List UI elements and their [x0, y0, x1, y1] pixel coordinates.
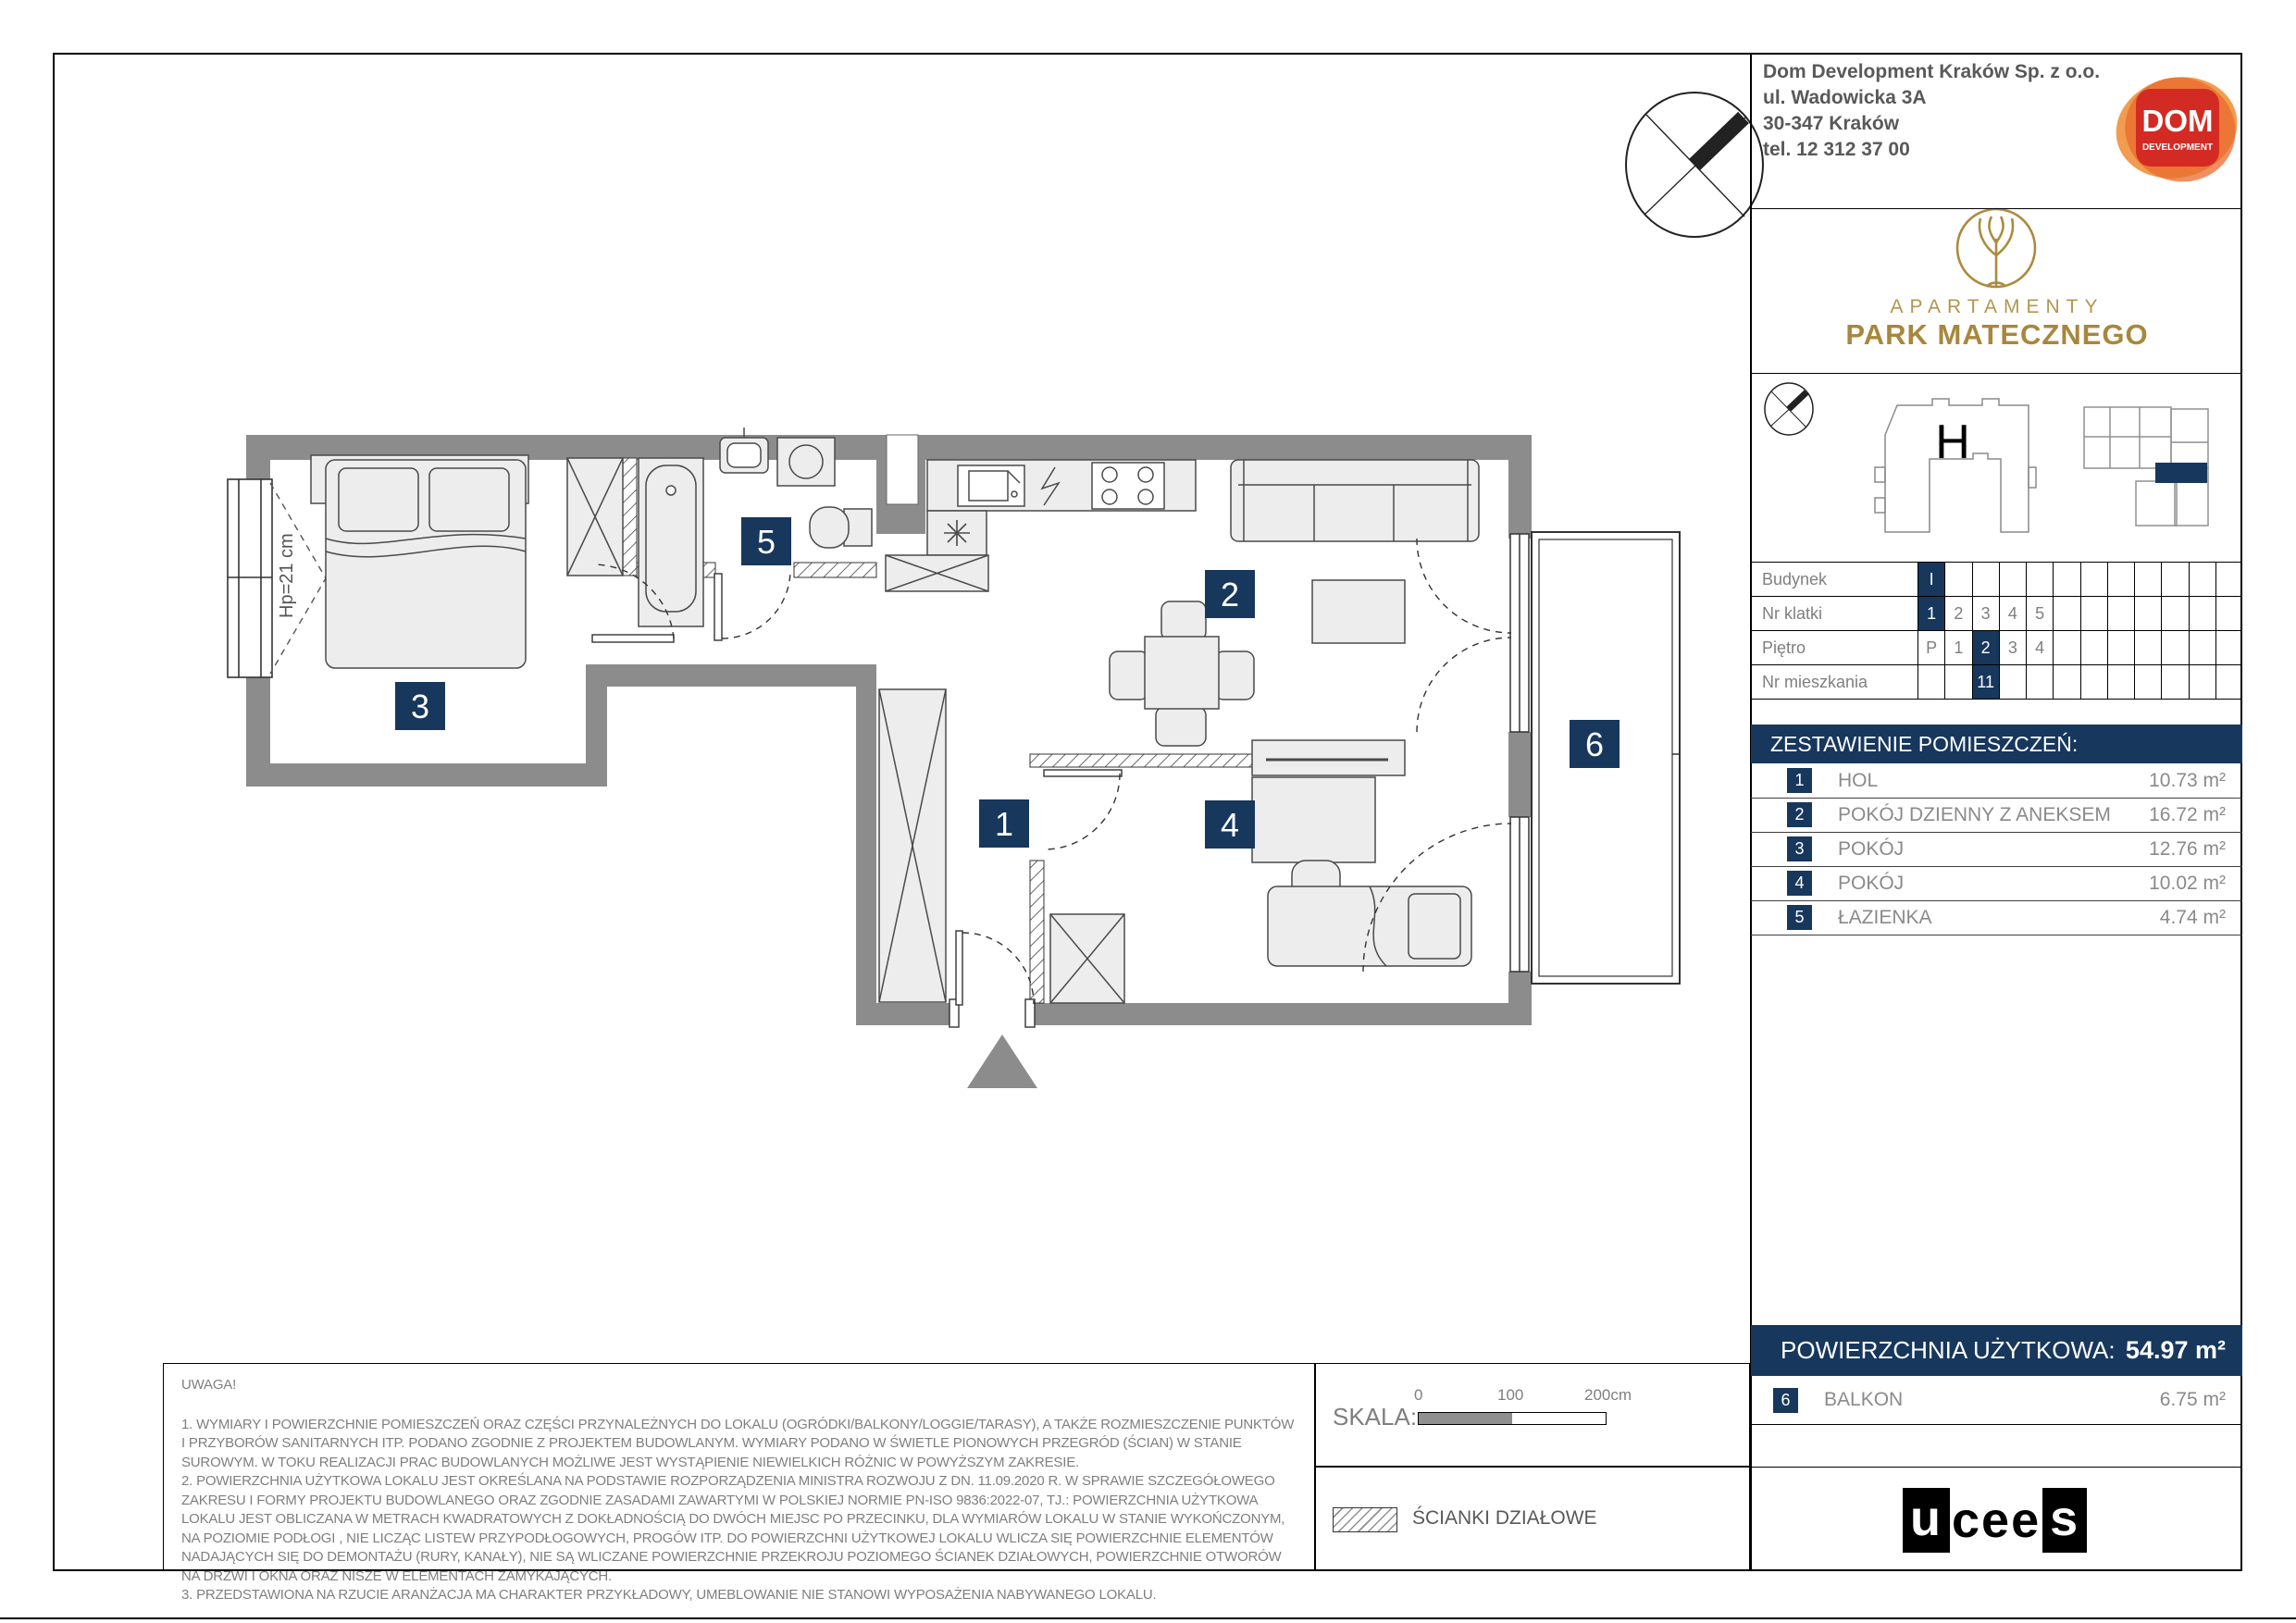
note-2: 2. POWIERZCHNIA UŻYTKOWA LOKALU JEST OKREŚLANA NA PODSTAWIE ROZPORZĄDZENIA MINISTRA ROZWOJU Z DN. 11.09.2020 R. W SPRAWIE SZCZEGÓŁOWEGO ZAKRESU I FORMY PROJEKTU BUDOWLANEGO ORAZ ZGODNIE ZASADAMI ZAWARTYMI W POLSKIEJ NORMIE PN-ISO 9836:2022-07, TJ.: POWIERZCHNIA UŻYTKOWA LOKALU JEST OBLICZANA W METRACH KWADRATOWYCH Z DOKŁADNOŚCIĄ DO DWÓCH MIEJSC PO PRZECINKU, DLA WYMIARÓW LOKALU W STANIE WYKOŃCZONYM, NA POZIOMIE PODŁOGI , NIE LICZĄC LISTEW PRZYPODŁOGOWYCH, PROGÓW ITP. DO POWIERZCHNI UŻYTKOWEJ LOKALU WLICZA SIĘ POWIERZCHNIE ELEMENTÓW NADAJĄCYCH SIĘ DO DEMONTAŻU (RURY, KANAŁY), NIE SĄ WLICZANE POWIERZCHNIE PRZEKROJU POZIOMEGO ŚCIANEK DZIAŁOWYCH, POWIERZCHNIE OTWORÓW NA DRZWI I OKNA ORAZ NISZE W ELEMENTACH ZAMYKAJĄCYCH.	[181, 1473, 1285, 1584]
room-name: POKÓJ DZIENNY Z ANEKSEM	[1838, 803, 2111, 825]
unit-table-cell	[2107, 631, 2134, 664]
room-area: 10.73 m²	[2149, 769, 2226, 791]
unit-table-cell	[2026, 563, 2053, 596]
badge-bedroom4: 4	[1220, 806, 1240, 844]
unit-table-cell	[2053, 631, 2079, 664]
room-number-badge: 5	[1787, 905, 1812, 930]
unit-table-cell	[2189, 597, 2215, 630]
note-1: 1. WYMIARY I POWIERZCHNIE POMIESZCZEŃ ORAZ CZĘŚCI PRZYNALEŻNYCH DO LOKALU (OGRÓDKI/BALKONY/LOGGIE/TARASY), A TAKŻE ROZMIESZCZENIE PUNKTÓW I PRZYBORÓW SANITARNYCH ITP. PODANO ZGODNIE Z PROJEKTEM BUDOWLANYM. WYMIARY PODANO W ŚWIETLE PIONOWYCH PRZEGRÓD (ŚCIAN) W STANIE SUROWYM. W TOKU REALIZACJI PRAC BUDOWLANYCH MOŻLIWE JEST WYSTĄPIENIE NIEWIELKICH RÓŻNIC W POWYŻSZYM ZAKRESIE.	[181, 1416, 1295, 1470]
window-height-label: Hp=21 cm	[277, 533, 297, 618]
ucees-s: s	[2042, 1488, 2087, 1553]
unit-table-cell	[2215, 631, 2242, 664]
unit-table-cell	[2134, 665, 2161, 699]
room-name: BALKON	[1824, 1389, 1904, 1410]
room-name: HOL	[1838, 769, 1879, 791]
badge-balcony: 6	[1584, 725, 1605, 763]
row-cells	[1917, 563, 2242, 596]
unit-table-cell: 2	[1944, 597, 1971, 630]
room-row-pokoj3	[1751, 832, 2242, 867]
unit-table-cell	[2189, 631, 2215, 664]
unit-table	[1751, 562, 2242, 700]
brand-line-apartamenty: APARTAMENTY	[1890, 296, 2104, 317]
unit-table-cell	[2080, 631, 2107, 664]
note-3: 3. PRZEDSTAWIONA NA RZUCIE ARANŻACJA MA CHARAKTER PRZYKŁADOWY, UMEBLOWANIE NIE STANOWI WYPOSAŻENIA NABYWANEGO LOKALU.	[181, 1587, 1157, 1603]
room-area: 4.74 m²	[2159, 906, 2226, 928]
room-row-pokoj-dzienny	[1751, 798, 2242, 833]
table-row	[1751, 563, 2242, 597]
room-area: 10.02 m²	[2149, 872, 2226, 894]
room-number-badge: 2	[1787, 802, 1812, 827]
unit-table-cell	[2080, 665, 2107, 699]
unit-table-cell	[2161, 631, 2188, 664]
table-row	[1751, 631, 2242, 665]
unit-table-cell	[2161, 563, 2188, 596]
unit-table-cell	[2080, 563, 2107, 596]
badge-bedroom3: 3	[410, 688, 430, 725]
unit-table-cell	[2134, 597, 2161, 630]
scale-tick-0: 0	[1414, 1386, 1423, 1404]
brand-line-park-matecznego: PARK MATECZNEGO	[1845, 318, 2149, 351]
scale-tick-100: 100	[1497, 1386, 1524, 1404]
company-info	[1763, 59, 2100, 163]
table-row	[1751, 665, 2242, 700]
disclaimer-notes	[181, 1376, 1297, 1605]
unit-table-cell	[2080, 597, 2107, 630]
unit-table-cell: 5	[2026, 597, 2053, 630]
svg-text:DEVELOPMENT: DEVELOPMENT	[2141, 142, 2214, 153]
room-row-hol	[1751, 763, 2242, 799]
unit-table-cell: I	[1918, 563, 1944, 596]
ucees-cee: cee	[1952, 1493, 2042, 1548]
unit-table-cell	[2053, 597, 2079, 630]
usable-area-band	[1751, 1325, 2242, 1376]
badge-hall: 1	[994, 805, 1014, 843]
unit-table-cell	[2189, 563, 2215, 596]
page-bottom-line	[0, 1617, 2296, 1619]
company-address-line2: 30-347 Kraków	[1763, 113, 1900, 134]
scale-tick-200: 200cm	[1584, 1386, 1632, 1404]
room-name: POKÓJ	[1838, 837, 1905, 860]
room-number-badge: 3	[1787, 836, 1812, 861]
unit-table-cell	[1999, 665, 2026, 699]
badge-bathroom: 5	[756, 523, 776, 561]
room-row-pokoj4	[1751, 866, 2242, 901]
room-list-title: ZESTAWIENIE POMIESZCZEŃ:	[1751, 725, 2242, 763]
row-label: Nr klatki	[1762, 604, 1823, 623]
unit-table-cell: 4	[2026, 631, 2053, 664]
unit-table-cell: 3	[1999, 631, 2026, 664]
notes-title: UWAGA!	[181, 1377, 237, 1393]
row-label: Nr mieszkania	[1762, 673, 1868, 691]
scale-bar	[1418, 1412, 1607, 1425]
unit-table-cell: P	[1926, 638, 1938, 657]
company-phone: tel. 12 312 37 00	[1763, 139, 1910, 160]
company-name: Dom Development Kraków Sp. z o.o.	[1763, 61, 2101, 82]
unit-table-cell	[2026, 665, 2053, 699]
room-number-badge: 1	[1787, 768, 1812, 793]
usable-area-value: 54.97 m²	[2125, 1336, 2226, 1364]
sidebar-line-3	[1750, 1467, 2242, 1468]
unit-table-cell	[2189, 665, 2215, 699]
unit-table-cell	[2215, 597, 2242, 630]
unit-table-cell	[2134, 631, 2161, 664]
unit-table-cell	[2053, 665, 2079, 699]
row-label: Piętro	[1762, 638, 1806, 657]
ucees-u: u	[1903, 1488, 1950, 1553]
row-cells	[1917, 631, 2242, 664]
svg-text:DOM: DOM	[2141, 104, 2214, 138]
usable-area-label: POWIERZCHNIA UŻYTKOWA:	[1781, 1336, 2116, 1364]
unit-table-cell: 4	[1999, 597, 2026, 630]
unit-table-cell: 1	[1918, 597, 1944, 630]
row-cells	[1917, 597, 2242, 630]
unit-table-cell	[2107, 563, 2134, 596]
ucees-logo	[1903, 1488, 2087, 1553]
unit-table-cell: 11	[1972, 665, 1999, 699]
unit-table-cell	[1918, 665, 1944, 699]
partition-wall-legend-label: ŚCIANKI DZIAŁOWE	[1412, 1507, 1597, 1529]
table-row	[1751, 597, 2242, 631]
room-name: POKÓJ	[1838, 872, 1905, 894]
room-number-badge: 6	[1773, 1388, 1798, 1413]
unit-table-cell	[2134, 563, 2161, 596]
unit-table-cell: 1	[1944, 631, 1971, 664]
room-name: ŁAZIENKA	[1838, 906, 1932, 928]
unit-table-cell	[2161, 597, 2188, 630]
row-label: Budynek	[1762, 570, 1828, 588]
room-row-lazienka	[1751, 900, 2242, 935]
unit-table-cell	[2053, 563, 2079, 596]
room-area: 16.72 m²	[2149, 803, 2226, 825]
sidebar-line-1	[1750, 208, 2242, 209]
unit-table-cell	[2215, 563, 2242, 596]
unit-table-cell	[1972, 563, 1999, 596]
unit-table-cell	[2161, 665, 2188, 699]
sidebar-line-2	[1750, 373, 2242, 374]
unit-table-cell	[2107, 665, 2134, 699]
scale-bar-filled-half	[1419, 1413, 1512, 1424]
company-address-line1: ul. Wadowicka 3A	[1763, 87, 1927, 108]
row-cells	[1917, 665, 2242, 699]
unit-table-cell	[1944, 563, 1971, 596]
unit-table-cell: 3	[1972, 597, 1999, 630]
unit-table-cell	[2107, 597, 2134, 630]
unit-table-cell: 2	[1972, 631, 1999, 664]
scale-label: SKALA:	[1333, 1403, 1418, 1431]
partition-wall-legend-swatch	[1333, 1507, 1397, 1532]
unit-table-cell	[1999, 563, 2026, 596]
room-area: 6.75 m²	[2159, 1389, 2226, 1410]
building-letter: H	[1935, 415, 1970, 469]
room-number-badge: 4	[1787, 871, 1812, 896]
badge-living: 2	[1220, 576, 1240, 613]
room-area: 12.76 m²	[2149, 837, 2226, 860]
unit-table-cell	[1944, 665, 1971, 699]
unit-table-cell	[2215, 665, 2242, 699]
balcony-row	[1751, 1376, 2242, 1425]
